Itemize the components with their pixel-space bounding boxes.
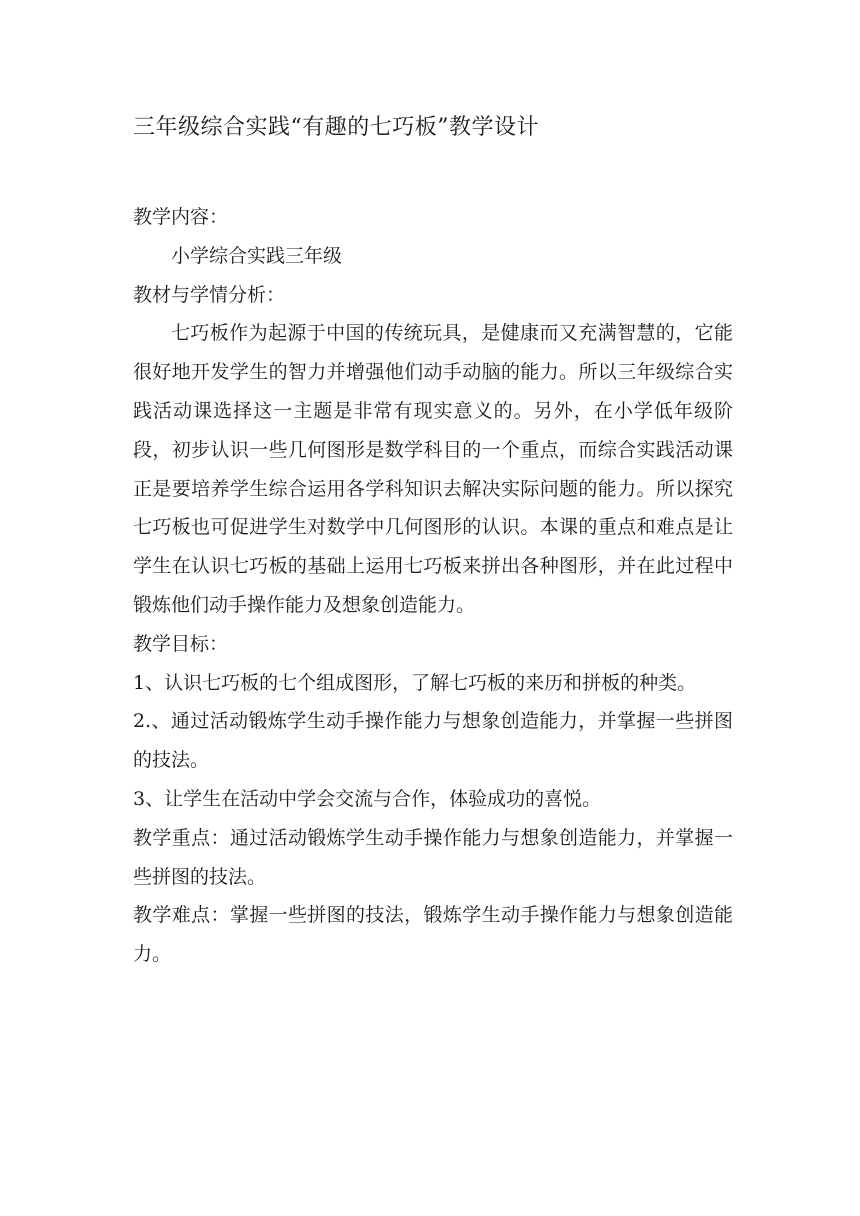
key-point-text: 通过活动锻炼学生动手操作能力与想象创造能力，并掌握一些拼图的技法。 bbox=[133, 826, 733, 888]
teaching-content-value: 小学综合实践三年级 bbox=[171, 244, 343, 267]
key-point-label: 教学重点： bbox=[133, 826, 230, 849]
difficulty-paragraph bbox=[133, 896, 733, 974]
document-title: 三年级综合实践“有趣的七巧板”教学设计 bbox=[133, 115, 539, 140]
teaching-goal-item-2: 2.、通过活动锻炼学生动手操作能力与想象创造能力，并掌握一些拼图的技法。 bbox=[133, 710, 733, 772]
document-body bbox=[133, 198, 733, 974]
key-point-paragraph bbox=[133, 819, 733, 897]
teaching-goal-item-3: 3、让学生在活动中学会交流与合作，体验成功的喜悦。 bbox=[133, 787, 602, 810]
difficulty-text: 掌握一些拼图的技法，锻炼学生动手操作能力与想象创造能力。 bbox=[133, 904, 733, 966]
analysis-heading: 教材与学情分析： bbox=[133, 283, 286, 306]
difficulty-label: 教学难点： bbox=[133, 904, 230, 927]
teaching-goal-item-1: 1、认识七巧板的七个组成图形，了解七巧板的来历和拼板的种类。 bbox=[133, 671, 697, 694]
teaching-goals-heading: 教学目标： bbox=[133, 632, 229, 655]
analysis-paragraph: 七巧板作为起源于中国的传统玩具，是健康而又充满智慧的，它能很好地开发学生的智力并增强他们动手动脑的能力。所以三年级综合实践活动课选择这一主题是非常有现实意义的。另外，在小学低年级阶段，初步认识一些几何图形是数学科目的一个重点，而综合实践活动课正是要培养学生综合运用各学科知识去解决实际问题的能力。所以探究七巧板也可促进学生对数学中几何图形的认识。本课的重点和难点是让学生在认识七巧板的基础上运用七巧板来拼出各种图形，并在此过程中锻炼他们动手操作能力及想象创造能力。 bbox=[133, 322, 733, 616]
teaching-content-heading: 教学内容： bbox=[133, 206, 229, 228]
